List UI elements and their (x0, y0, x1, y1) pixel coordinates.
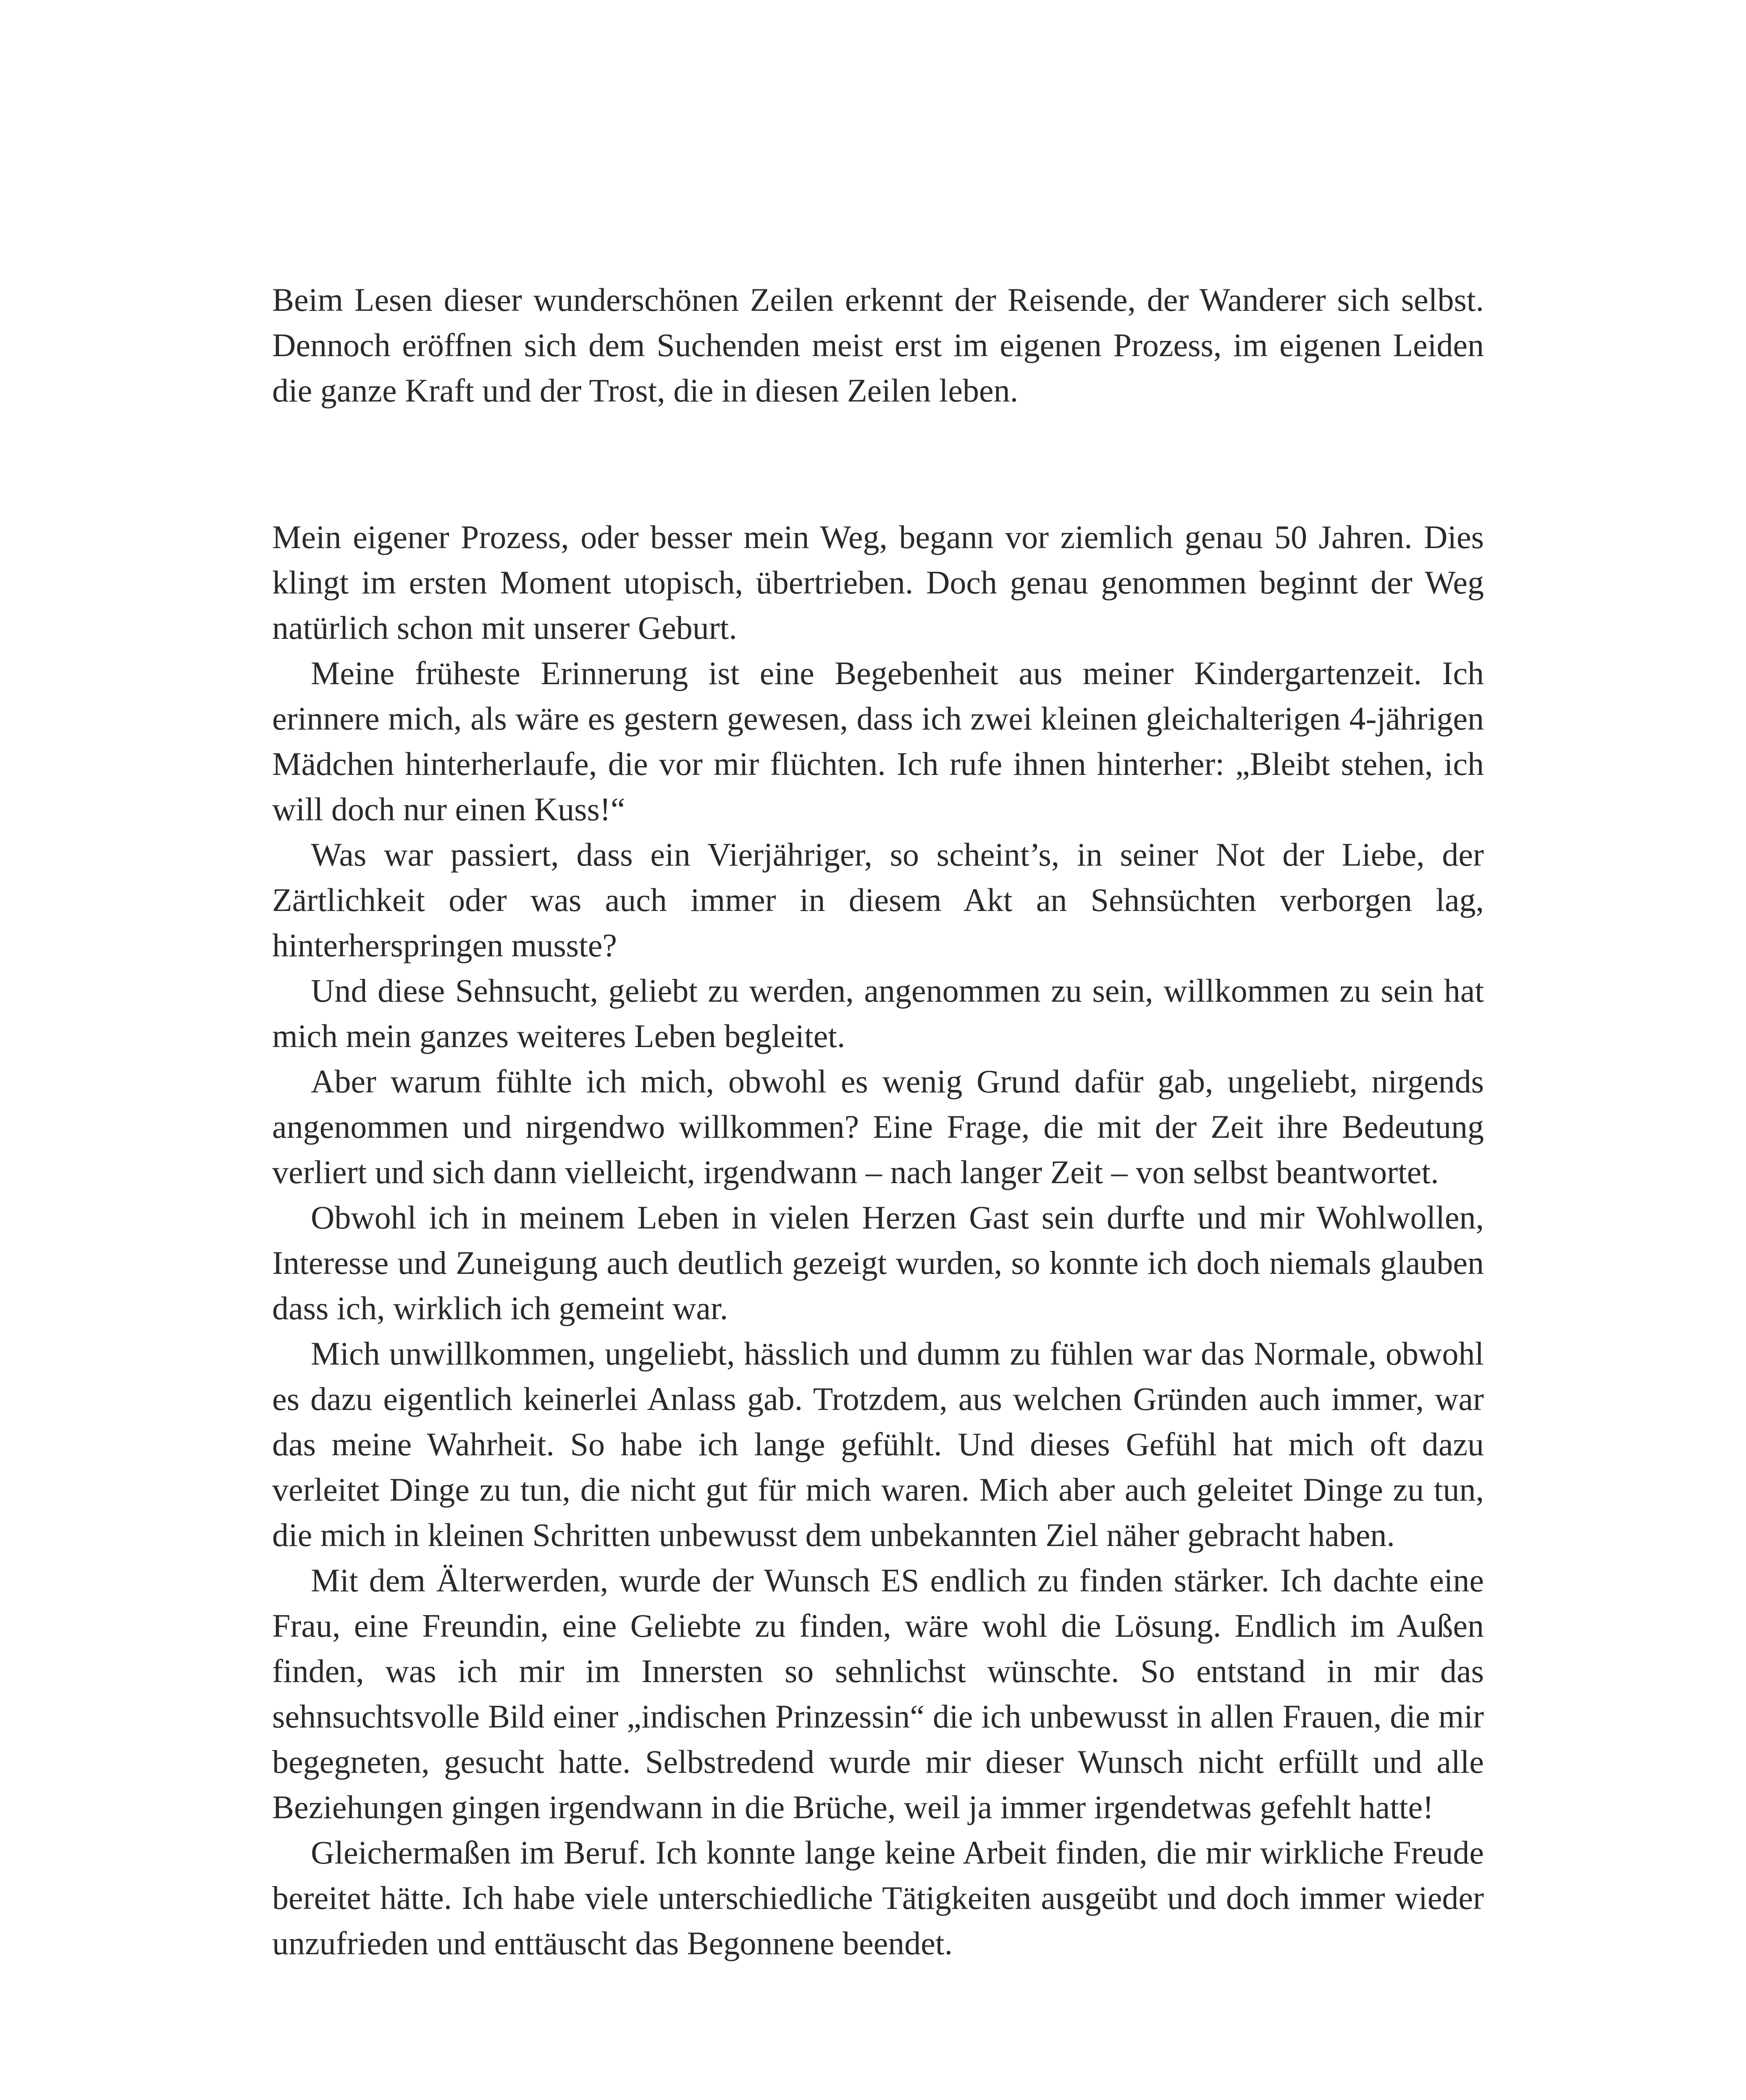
body-paragraph: Obwohl ich in meinem Leben in vielen Herzen Gast sein durfte und mir Wohlwollen, Interesse und Zuneigung auch deutlich gezeigt wurden, so konnte ich doch niemals glauben dass ich, wirklich ich gemeint war. (272, 1199, 1484, 1326)
body-paragraph: Gleichermaßen im Beruf. Ich konnte lange keine Arbeit finden, die mir wirkliche Freude bereitet hätte. Ich habe viele unterschiedliche Tätigkeiten ausgeübt und doch immer wieder unzufrieden und enttäuscht das Begonnene beendet. (272, 1834, 1484, 1961)
intro-section (272, 277, 1484, 413)
body-paragraph: Mit dem Älterwerden, wurde der Wunsch ES endlich zu finden stärker. Ich dachte eine Frau, eine Freundin, eine Geliebte zu finden, wäre wohl die Lösung. Endlich im Außen finden, was ich mir im Innersten so sehnlichst wünschte. So entstand in mir das sehnsuchtsvolle Bild einer „indischen Prinzessin“ die ich unbewusst in allen Frauen, die mir begegneten, gesucht hatte. Selbstredend wurde mir dieser Wunsch nicht erfüllt und alle Beziehungen gingen irgendwann in die Brüche, weil ja immer irgendetwas gefehlt hatte! (272, 1562, 1484, 1825)
body-paragraph: Und diese Sehnsucht, geliebt zu werden, angenommen zu sein, willkommen zu sein hat mich mein ganzes weiteres Leben begleitet. (272, 972, 1484, 1054)
main-section (272, 514, 1484, 1966)
body-paragraph: Mein eigener Prozess, oder besser mein Weg, begann vor ziemlich genau 50 Jahren. Dies klingt im ersten Moment utopisch, übertrieben. Doch genau genommen beginnt der Weg natürlich schon mit unserer Geburt. (272, 519, 1484, 646)
body-paragraph: Mich unwillkommen, ungeliebt, hässlich und dumm zu fühlen war das Normale, obwohl es dazu eigentlich keinerlei Anlass gab. Trotzdem, aus welchen Gründen auch immer, war das meine Wahrheit. So habe ich lange gefühlt. Und dieses Gefühl hat mich oft dazu verleitet Dinge zu tun, die nicht gut für mich waren. Mich aber auch geleitet Dinge zu tun, die mich in kleinen Schritten unbewusst dem unbekannten Ziel näher gebracht haben. (272, 1335, 1484, 1553)
body-paragraph: Was war passiert, dass ein Vierjähriger, so scheint’s, in seiner Not der Liebe, der Zärtlichkeit oder was auch immer in diesem Akt an Sehnsüchten verborgen lag, hinterherspringen musste? (272, 836, 1484, 963)
intro-paragraph: Beim Lesen dieser wunderschönen Zeilen erkennt der Reisende, der Wanderer sich selbst. Dennoch eröffnen sich dem Suchenden meist erst im eigenen Prozess, im eigenen Leiden die ganze Kraft und der Trost, die in diesen Zeilen leben. (272, 281, 1484, 409)
body-paragraph: Meine früheste Erinnerung ist eine Begebenheit aus meiner Kindergartenzeit. Ich erinnere mich, als wäre es gestern gewesen, dass ich zwei kleinen gleichalterigen 4-jährigen Mädchen hinterherlaufe, die vor mir flüchten. Ich rufe ihnen hinterher: „Bleibt stehen, ich will doch nur einen Kuss!“ (272, 655, 1484, 827)
body-paragraph: Aber warum fühlte ich mich, obwohl es wenig Grund dafür gab, ungeliebt, nirgends angenommen und nirgendwo willkommen? Eine Frage, die mit der Zeit ihre Bedeutung verliert und sich dann vielleicht, irgendwann – nach langer Zeit – von selbst beantwortet. (272, 1063, 1484, 1190)
